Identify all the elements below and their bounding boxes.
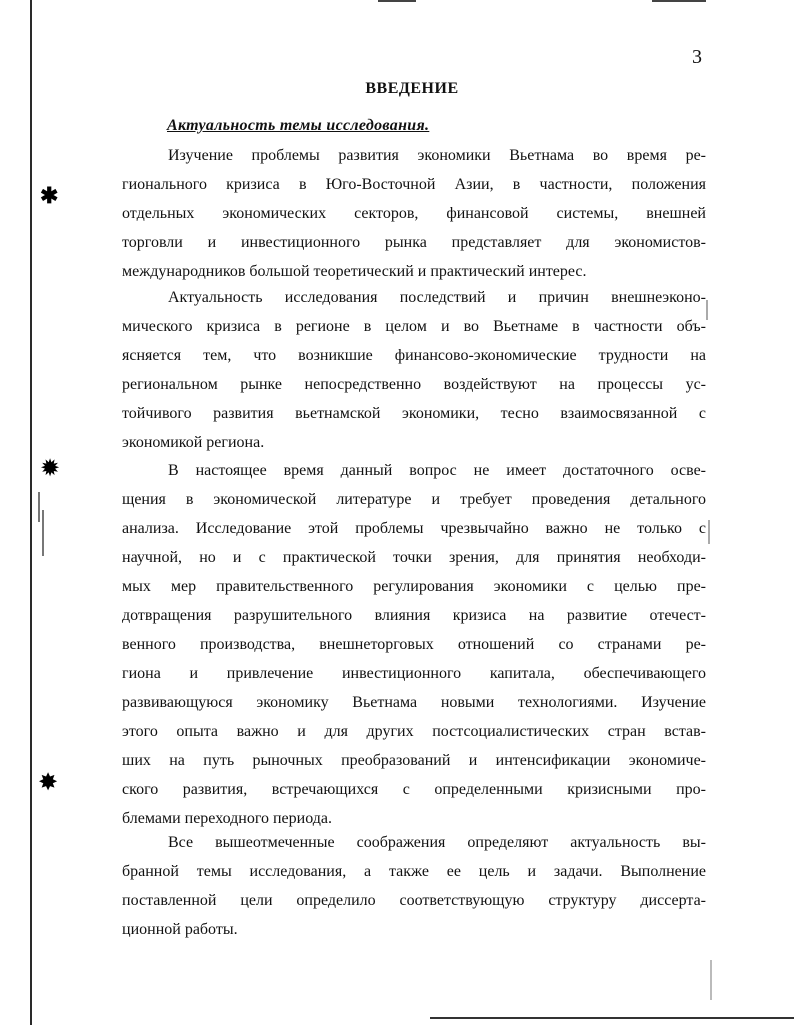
text-line: бранной темы исследования, а также ее цель и задачи. Выполнение — [122, 863, 706, 880]
text-line: ясняется тем, что возникшие финансово-экономические трудности на — [122, 347, 706, 364]
scan-speck — [708, 520, 710, 544]
paragraph-1 — [122, 141, 706, 286]
text-line: дотвращения разрушительного влияния кризиса на развитие отечест- — [122, 607, 706, 624]
text-line: развивающуюся экономику Вьетнама новыми технологиями. Изучение — [122, 694, 706, 711]
text-line: щения в экономической литературе и требует проведения детального — [122, 491, 706, 508]
scan-artifact-top-line — [652, 0, 706, 2]
ink-blot-icon: ✹ — [40, 456, 61, 482]
text-line: В настоящее время данный вопрос не имеет достаточного осве- — [168, 462, 706, 479]
text-line: венного производства, внешнеторговых отношений со странами ре- — [122, 636, 706, 653]
text-line: ших на путь рыночных преобразований и интенсификации экономиче- — [122, 752, 706, 769]
text-line: ционной работы. — [122, 921, 238, 938]
paragraph-3 — [122, 456, 706, 833]
ink-blot-icon: ✱ — [40, 183, 59, 208]
text-line: научной, но и с практической точки зрения, для принятия необходи- — [122, 549, 706, 566]
text-line: анализа. Исследование этой проблемы чрезвычайно важно не только с — [122, 520, 706, 537]
scan-artifact-top-line — [378, 0, 416, 2]
text-line: гионального кризиса в Юго-Восточной Азии, в частности, положения — [122, 176, 706, 193]
text-line: международников большой теоретический и практический интерес. — [122, 263, 587, 280]
text-line: ского развития, встречающихся с определенными кризисными про- — [122, 781, 706, 798]
text-line: Все вышеотмеченные соображения определяют актуальность вы- — [168, 834, 706, 851]
text-line: мых мер правительственного регулирования экономики с целью пре- — [122, 578, 706, 595]
page-title: ВВЕДЕНИЕ — [365, 80, 459, 97]
text-line: блемами переходного периода. — [122, 810, 332, 827]
text-line: региональном рынке непосредственно воздействуют на процессы ус- — [122, 376, 706, 393]
scan-speck — [42, 510, 44, 556]
paragraph-2 — [122, 283, 706, 457]
text-line: торговли и инвестиционного рынка представляет для экономистов- — [122, 234, 706, 251]
text-line: гиона и привлечение инвестиционного капитала, обеспечивающего — [122, 665, 706, 682]
text-line: отдельных экономических секторов, финансовой системы, внешней — [122, 205, 706, 222]
scan-artifact-bottom-line — [430, 1017, 794, 1019]
ink-blot-icon: ✸ — [38, 770, 59, 796]
text-line: поставленной цели определило соответствующую структуру диссерта- — [122, 892, 706, 909]
scan-speck — [710, 960, 712, 1000]
text-line: этого опыта важно и для других постсоциалистических стран встав- — [122, 723, 706, 740]
text-line: Актуальность исследования последствий и причин внешнеэконо- — [168, 289, 706, 306]
section-subtitle: Актуальность темы исследования. — [167, 117, 430, 134]
text-line: мического кризиса в регионе в целом и во Вьетнаме в частности объ- — [122, 318, 706, 335]
scan-left-edge — [30, 0, 32, 1025]
text-line: экономикой региона. — [122, 434, 265, 451]
paragraph-4 — [122, 828, 706, 944]
text-line: Изучение проблемы развития экономики Вьетнама во время ре- — [168, 147, 706, 164]
scan-speck — [706, 300, 708, 320]
text-line: тойчивого развития вьетнамской экономики, тесно взаимосвязанной с — [122, 405, 706, 422]
scan-speck — [38, 492, 40, 522]
page-number: 3 — [692, 46, 702, 68]
